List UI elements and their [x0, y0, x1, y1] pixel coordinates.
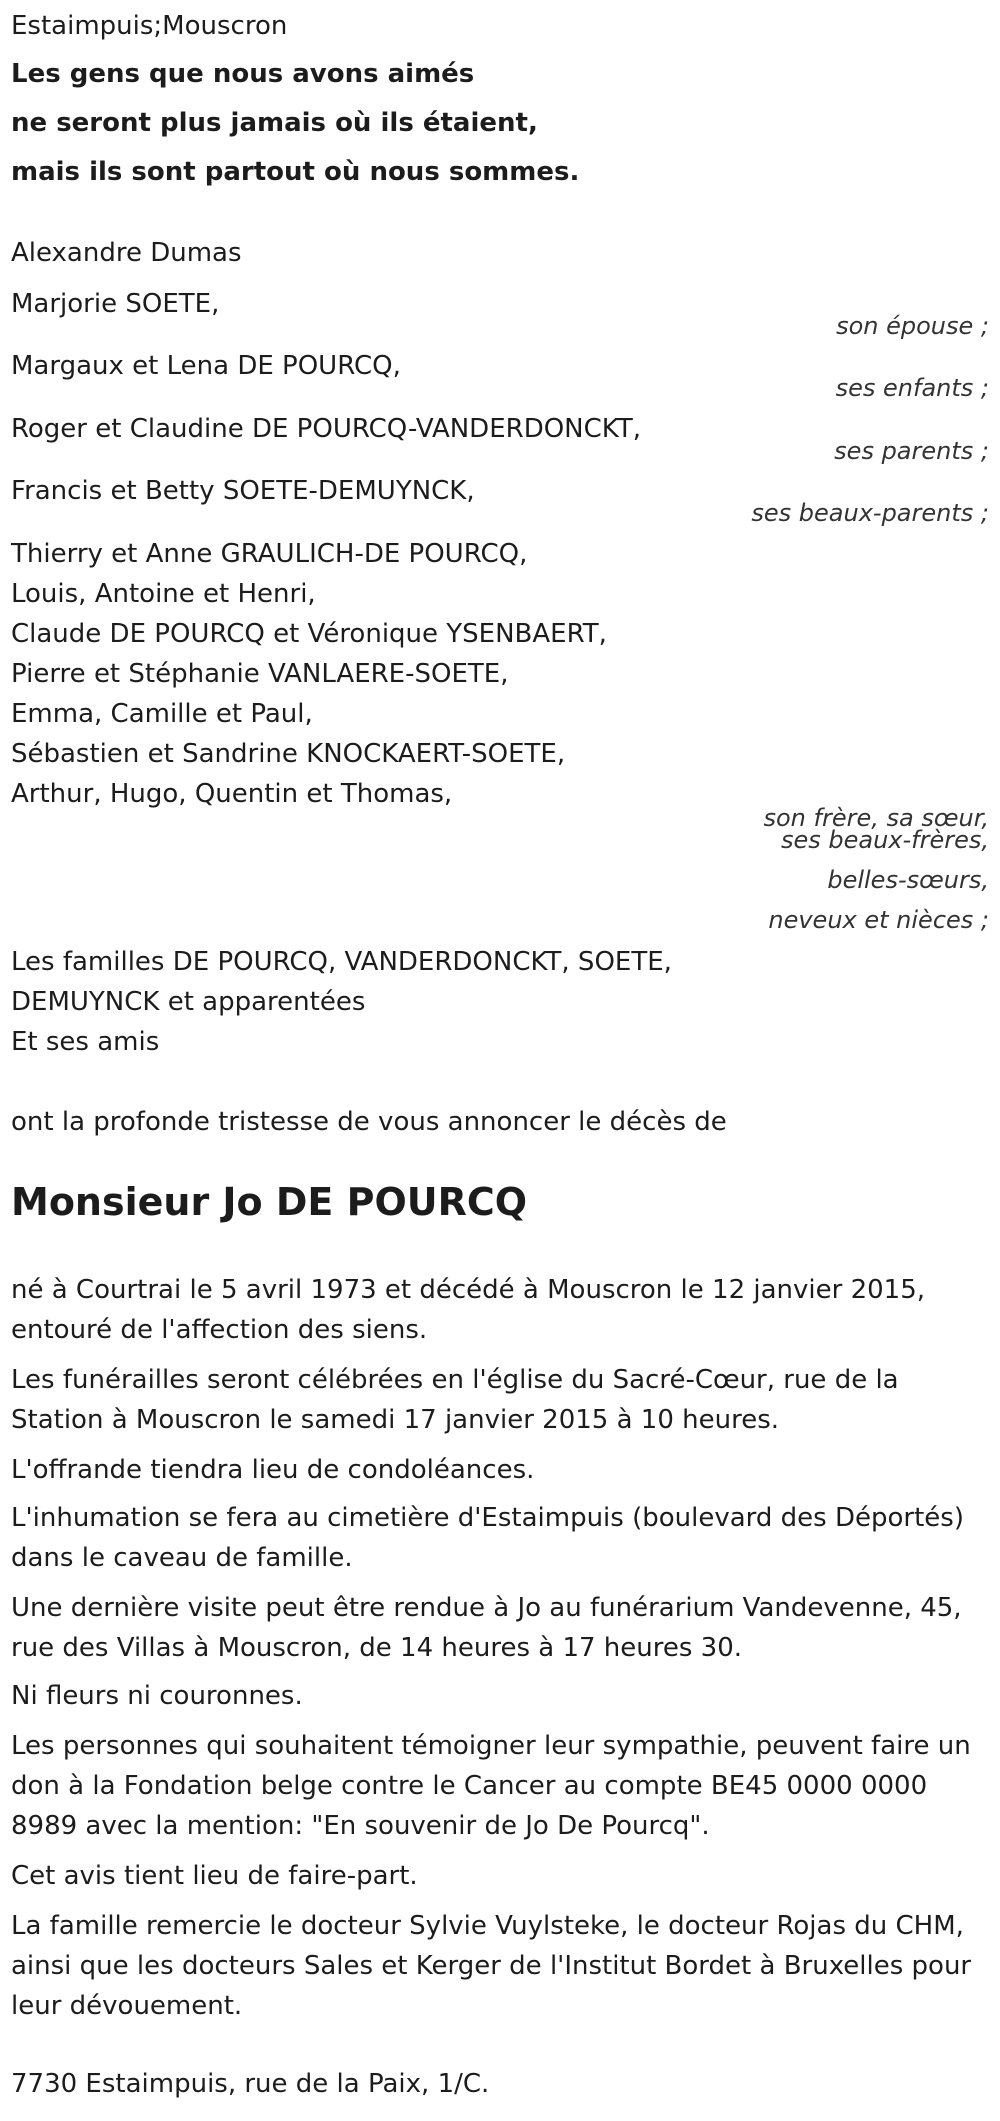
- sibling-line-1: Thierry et Anne GRAULICH-DE POURCQ,: [11, 539, 528, 569]
- inlaws-names: Francis et Betty SOETE-DEMUYNCK,: [11, 476, 475, 506]
- siblings-role-2: ses beaux-frères,: [780, 826, 989, 854]
- siblings-role-3: belles-sœurs,: [827, 866, 989, 894]
- address: 7730 Estaimpuis, rue de la Paix, 1/C.: [11, 2069, 490, 2099]
- paragraph-offering: L'offrande tiendra lieu de condoléances.: [11, 1455, 535, 1485]
- paragraph-no-flowers: Ni fleurs ni couronnes.: [11, 1681, 303, 1711]
- paragraph-notice: Cet avis tient lieu de faire-part.: [11, 1861, 418, 1891]
- children-names: Margaux et Lena DE POURCQ,: [11, 351, 401, 381]
- sibling-line-5: Emma, Camille et Paul,: [11, 699, 313, 729]
- announcement: ont la profonde tristesse de vous annoncer le décès de: [11, 1107, 727, 1137]
- sibling-line-7: Arthur, Hugo, Quentin et Thomas,: [11, 779, 453, 809]
- parents-role: ses parents ;: [834, 437, 989, 465]
- paragraph-funeral: Les funérailles seront célébrées en l'église du Sacré-Cœur, rue de la Station à Mouscron le samedi 17 janvier 2015 à 10 heures.: [11, 1365, 899, 1435]
- families-line-1: Les familles DE POURCQ, VANDERDONCKT, SOETE,: [11, 947, 672, 977]
- quote-line-2: ne seront plus jamais où ils étaient,: [11, 108, 538, 138]
- quote-author: Alexandre Dumas: [11, 238, 242, 268]
- paragraph-thanks: La famille remercie le docteur Sylvie Vuylsteke, le docteur Rojas du CHM, ainsi que les docteurs Sales et Kerger de l'Institut Bordet à Bruxelles pour leur dévouement.: [11, 1911, 972, 2021]
- paragraph-burial: L'inhumation se fera au cimetière d'Estaimpuis (boulevard des Déportés) dans le caveau de famille.: [11, 1503, 964, 1573]
- paragraph-donation: Les personnes qui souhaitent témoigner leur sympathie, peuvent faire un don à la Fondation belge contre le Cancer au compte BE45 0000 0000 8989 avec la mention: "En souvenir de Jo De Pourcq".: [11, 1731, 971, 1841]
- sibling-line-6: Sébastien et Sandrine KNOCKAERT-SOETE,: [11, 739, 566, 769]
- paragraph-last-visit: Une dernière visite peut être rendue à Jo au funérarium Vandevenne, 45, rue des Villas à Mouscron, de 14 heures à 17 heures 30.: [11, 1593, 962, 1663]
- spouse-role: son épouse ;: [836, 312, 989, 340]
- families-line-2: DEMUYNCK et apparentées: [11, 987, 366, 1017]
- paragraph-birth-death: né à Courtrai le 5 avril 1973 et décédé à Mouscron le 12 janvier 2015, entouré de l'affection des siens.: [11, 1275, 926, 1345]
- sibling-line-2: Louis, Antoine et Henri,: [11, 579, 316, 609]
- location-header: Estaimpuis;Mouscron: [11, 11, 288, 41]
- families-line-3: Et ses amis: [11, 1027, 160, 1057]
- parents-names: Roger et Claudine DE POURCQ-VANDERDONCKT,: [11, 414, 641, 444]
- children-role: ses enfants ;: [835, 374, 989, 402]
- quote-line-1: Les gens que nous avons aimés: [11, 59, 475, 89]
- inlaws-role: ses beaux-parents ;: [751, 499, 989, 527]
- siblings-role-4: neveux et nièces ;: [768, 906, 989, 934]
- spouse-name: Marjorie SOETE,: [11, 289, 220, 319]
- sibling-line-3: Claude DE POURCQ et Véronique YSENBAERT,: [11, 619, 607, 649]
- deceased-name: Monsieur Jo DE POURCQ: [11, 1180, 528, 1224]
- siblings-role-1: son frère, sa sœur,: [763, 804, 989, 832]
- quote-line-3: mais ils sont partout où nous sommes.: [11, 157, 580, 187]
- sibling-line-4: Pierre et Stéphanie VANLAERE-SOETE,: [11, 659, 509, 689]
